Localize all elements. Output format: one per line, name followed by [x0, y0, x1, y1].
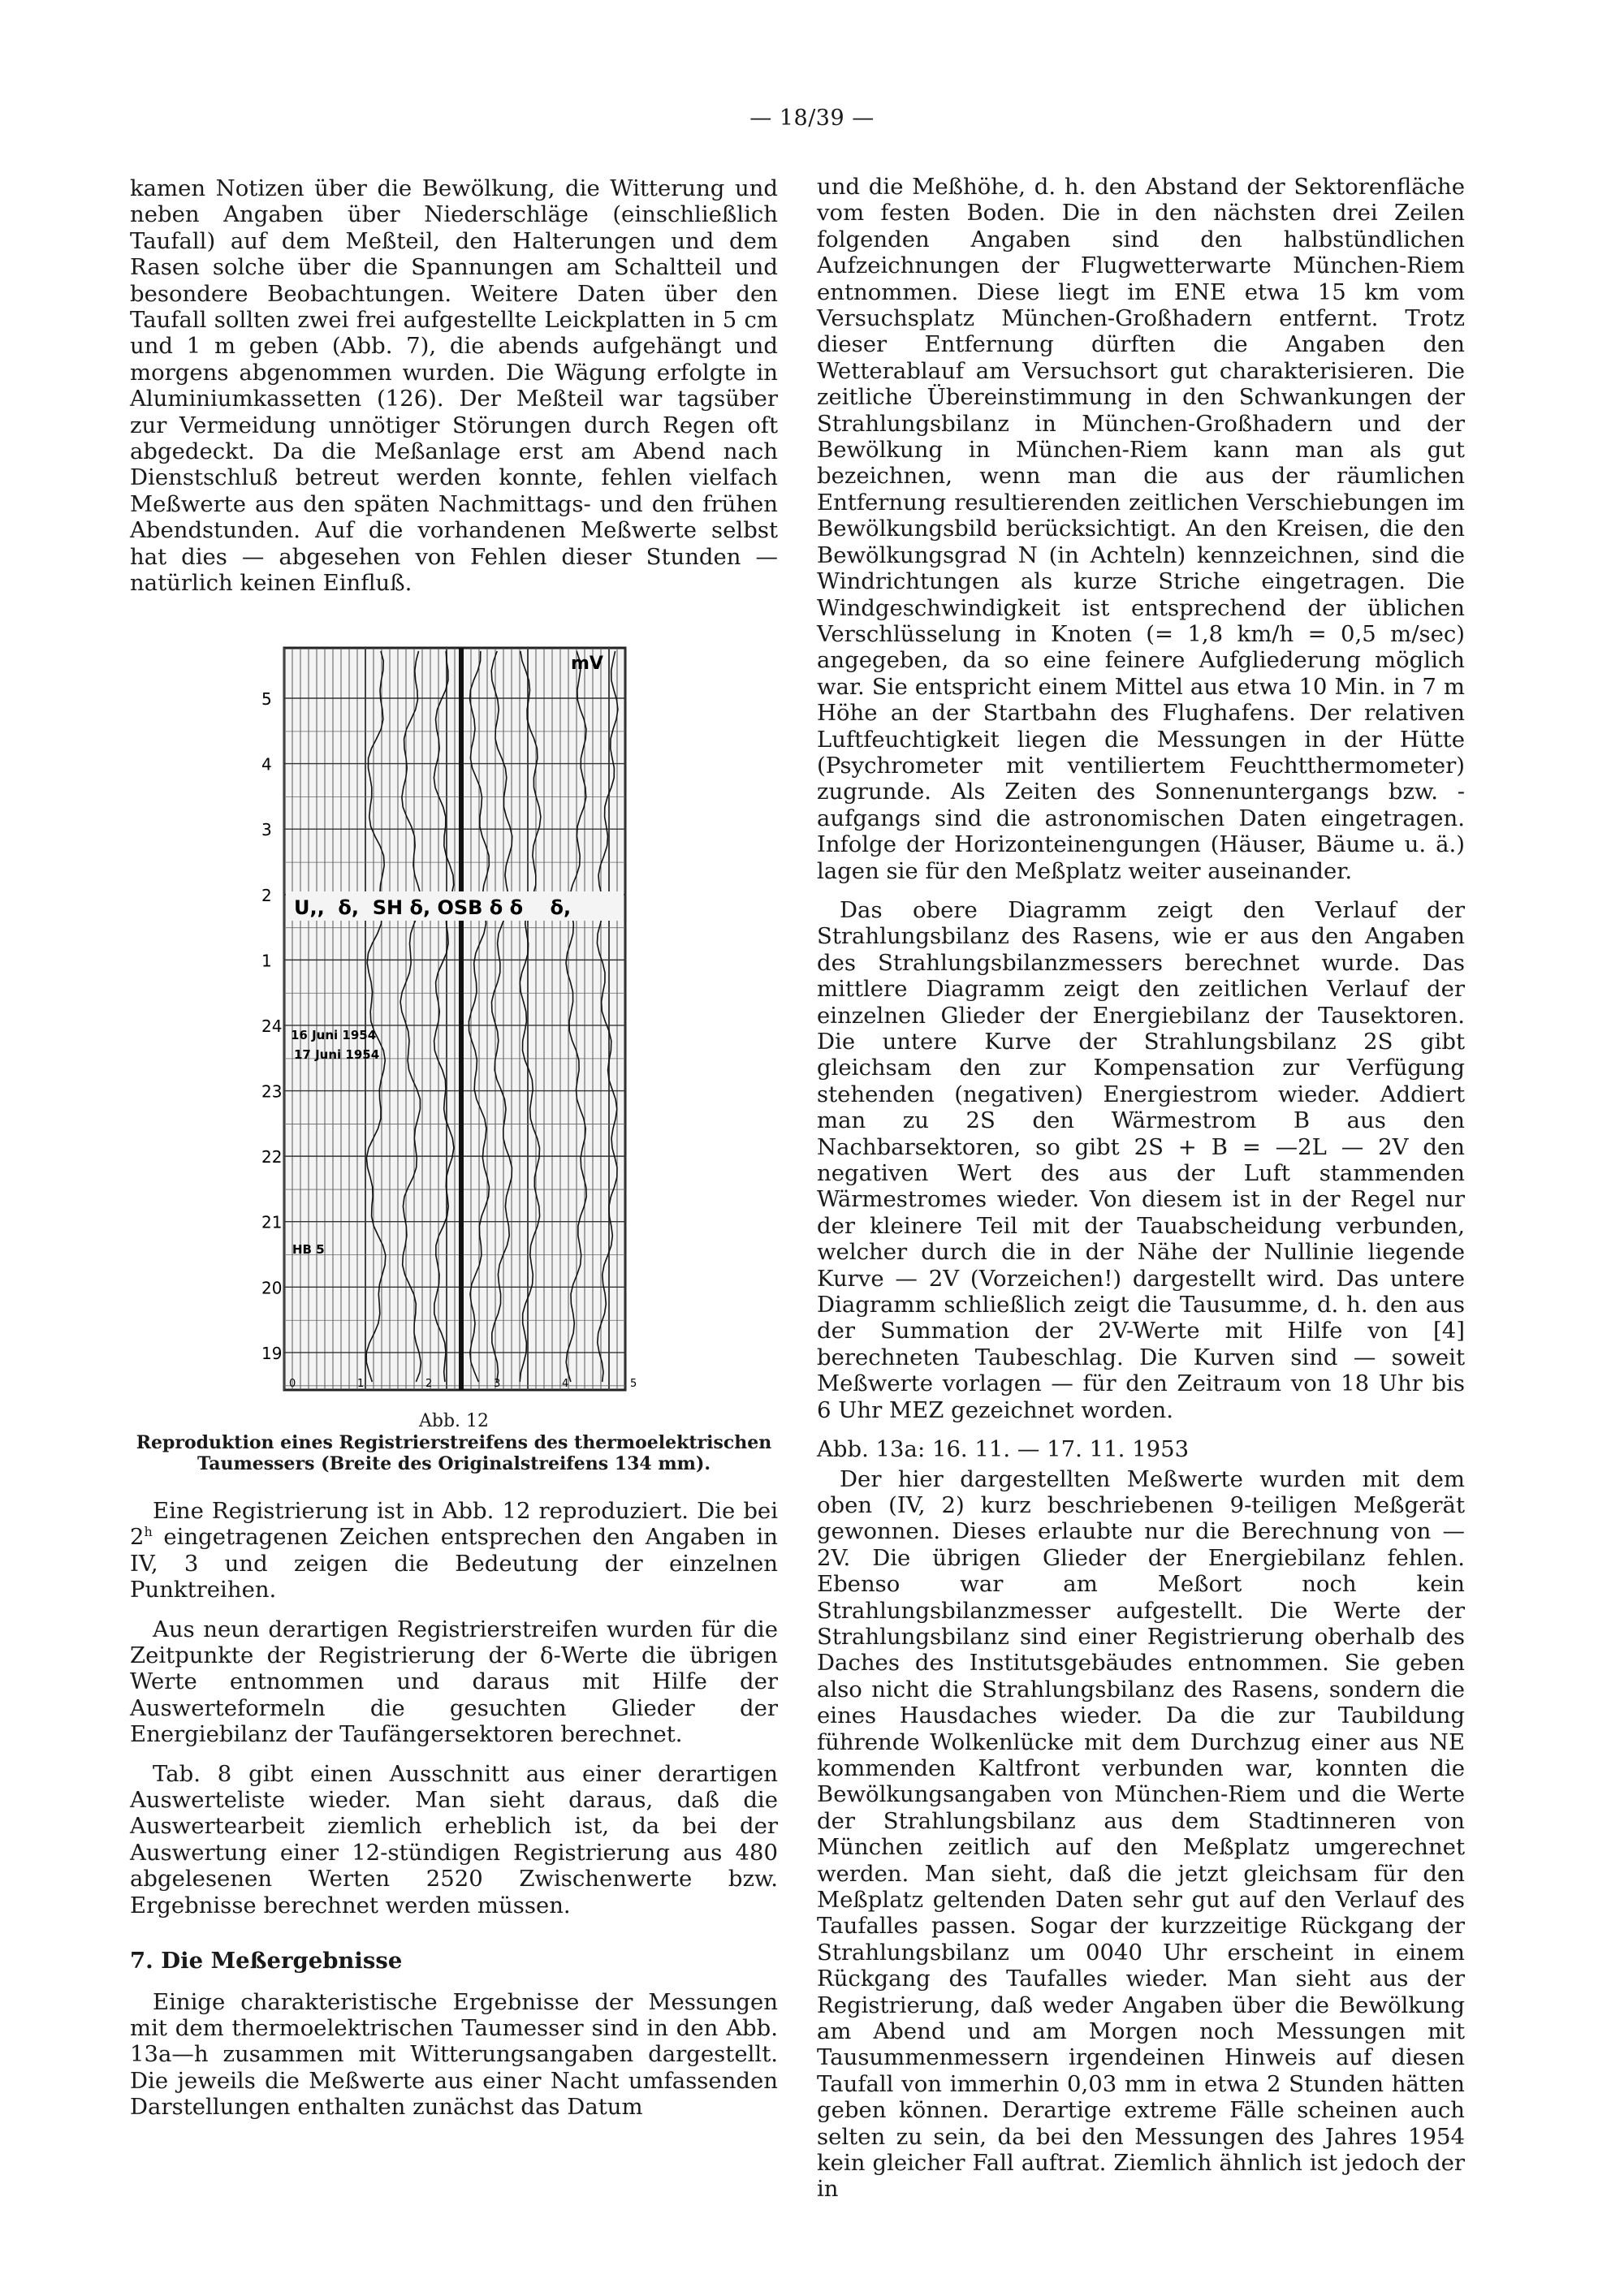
- date-label-1: 16 Juni 1954: [291, 1028, 377, 1042]
- y-tick-label: 24: [261, 1016, 283, 1036]
- x-tick-label: 5: [630, 1378, 637, 1390]
- paragraph: [130, 1498, 778, 1603]
- x-tick-label: 3: [494, 1378, 501, 1390]
- right-column: [817, 174, 1465, 2216]
- recording-strip-figure: [258, 641, 638, 1405]
- x-tick-label: 4: [562, 1378, 569, 1390]
- y-tick-label: 20: [261, 1278, 283, 1298]
- x-tick-label: 0: [289, 1378, 296, 1390]
- y-tick-label: 23: [261, 1081, 283, 1102]
- y-tick-label: 22: [261, 1147, 283, 1167]
- figure-number: Abb. 12: [418, 1411, 490, 1431]
- y-tick-label: 19: [261, 1343, 283, 1363]
- x-tick-label: 1: [357, 1378, 365, 1390]
- figure-caption: [130, 1411, 778, 1474]
- y-tick-label: 5: [261, 689, 272, 709]
- y-tick-label: 1: [261, 951, 272, 971]
- y-tick-label: 3: [261, 820, 272, 840]
- paragraph: Das obere Diagramm zeigt den Verlauf der Strahlungsbilanz des Rasens, wie er aus den Angaben des Strahlungsbilanzmessers berechnet wurde. Das mittlere Diagramm zeigt den zeitlichen Verlauf der einzelnen Glieder der Energiebilanz der Tausektoren. Die untere Kurve der Strahlungsbilanz 2S gibt gleichsam den zur Kompensation zur Verfügung stehenden (negativen) Energiestrom wieder. Addiert man zu 2S den Wärmestrom B aus den Nachbarsektoren, so gibt 2S + B = —2L — 2V den negativen Wert des aus der Luft stammenden Wärmestromes wieder. Von diesem ist in der Regel nur der kleinere Teil mit der Tauabscheidung verbunden, welcher durch die in der Nähe der Nullinie liegende Kurve — 2V (Vorzeichen!) dargestellt wird. Das untere Diagramm schließlich zeigt die Tausumme, d. h. den aus der Summation der 2V-Werte mit Hilfe von [4] berechneten Taubeschlag. Die Kurven sind — soweit Meßwerte vorlagen — für den Zeitraum von 18 Uhr bis 6 Uhr MEZ gezeichnet worden.: [817, 896, 1465, 1423]
- y-tick-label: 21: [261, 1212, 283, 1232]
- recording-strip-chart: [258, 641, 638, 1405]
- x-tick-label: 2: [425, 1378, 433, 1390]
- left-column-lower: [130, 1498, 778, 2134]
- y-axis-labels: [261, 689, 282, 1363]
- y-tick-label: 4: [261, 754, 272, 775]
- figure-caption-text: Reproduktion eines Registrierstreifens des thermoelektrischen Taumessers (Breite des Originalstreifens 134 mm).: [136, 1432, 772, 1474]
- date-label-2: 17 Juni 1954: [294, 1047, 380, 1062]
- paragraph: Aus neun derartigen Registrierstreifen wurden für die Zeitpunkte der Registrierung der δ-Werte die übrigen Werte entnommen und daraus mit Hilfe der Auswerteformeln die gesuchten Glieder der Energiebilanz der Taufängersektoren berechnet.: [130, 1616, 778, 1748]
- paragraph: Einige charakteristische Ergebnisse der Messungen mit dem thermoelektrischen Taumesser sind in den Abb. 13a—h zusammen mit Witterungsangaben dargestellt. Die jeweils die Meßwerte aus einer Nacht umfassenden Darstellungen enthalten zunächst das Datum: [130, 1988, 778, 2121]
- paragraph: und die Meßhöhe, d. h. den Abstand der Sektorenfläche vom festen Boden. Die in den nächsten drei Zeilen folgenden Angaben sind den halbstündlichen Aufzeichnungen der Flugwetterwarte München-Riem entnommen. Diese liegt im ENE etwa 15 km vom Versuchsplatz München-Großhadern entfernt. Trotz dieser Entfernung dürften die Angaben den Wetterablauf am Versuchsort gut charakterisieren. Die zeitliche Übereinstimmung in den Schwankungen der Strahlungsbilanz in München-Großhadern und der Bewölkung in München-Riem kann man als gut bezeichnen, wenn man die aus der räumlichen Entfernung resultierenden zeitlichen Verschiebungen im Bewölkungsbild berücksichtigt. An den Kreisen, die den Bewölkungsgrad N (in Achteln) kennzeichnen, sind die Windrichtungen als kurze Striche eingetragen. Die Windgeschwindigkeit ist entsprechend der üblichen Verschlüsselung in Knoten (= 1,8 km/h = 0,5 m/sec) angegeben, da so eine feinere Aufgliederung möglich war. Sie entspricht einem Mittel aus etwa 10 Min. in 7 m Höhe an der Startbahn des Flughafens. Der relativen Luftfeuchtigkeit liegen die Messungen in der Hütte (Psychrometer mit ventiliertem Feuchtthermometer) zugrunde. Als Zeiten des Sonnenuntergangs bzw. -aufgangs sind die astronomischen Daten eingetragen. Infolge der Horizonteinengungen (Häuser, Bäume u. ä.) lagen sie für den Meßplatz weiter auseinander.: [817, 174, 1465, 884]
- subheading: Abb. 13a: 16. 11. — 17. 11. 1953: [817, 1436, 1190, 1463]
- left-column-upper: [130, 175, 778, 610]
- y-tick-label: 2: [261, 885, 272, 905]
- section-heading: 7. Die Meßergebnisse: [130, 1948, 403, 1974]
- paragraph: kamen Notizen über die Bewölkung, die Witterung und neben Angaben über Niederschläge (einschließlich Taufall) auf dem Meßteil, den Halterungen und dem Rasen solche über die Spannungen am Schaltteil und besondere Beobachtungen. Weitere Daten über den Taufall sollten zwei frei aufgestellte Leickplatten in 5 cm und 1 m geben (Abb. 7), die abends aufgehängt und morgens abgenommen wurden. Die Wägung erfolgte in Aluminiumkassetten (126). Der Meßteil war tagsüber zur Vermeidung unnötiger Störungen durch Regen oft abgedeckt. Da die Meßanlage erst am Abend nach Dienstschluß betreut werden konnte, fehlen vielfach Meßwerte aus den späten Nachmittags- und den frühen Abendstunden. Auf die vorhandenen Meßwerte selbst hat dies — abgesehen von Fehlen dieser Stunden — natürlich keinen Einfluß.: [130, 175, 778, 597]
- legend-row: U,, δ, SH δ, OSB δ δ δ,: [294, 896, 572, 919]
- text-run: Eine Registrierung ist in Abb. 12 reproduziert. Die bei 2: [130, 1498, 778, 1551]
- paragraph: Der hier dargestellten Meßwerte wurden mit dem oben (IV, 2) kurz beschriebenen 9-teiligen Meßgerät gewonnen. Dieses erlaubte nur die Berechnung von —2V. Die übrigen Glieder der Energiebilanz fehlen. Ebenso war am Meßort noch kein Strahlungsbilanzmesser aufgestellt. Die Werte der Strahlungsbilanz sind einer Registrierung oberhalb des Daches des Institutsgebäudes entnommen. Sie geben also nicht die Strahlungsbilanz des Rasens, sondern die eines Hausdaches wieder. Da die zur Taubildung führende Wolkenlücke mit dem Durchzug einer aus NE kommenden Kaltfront verbunden war, konnten die Bewölkungsangaben von München-Riem und die Werte der Strahlungsbilanz aus dem Stadtinneren von München zeitlich auf den Meßplatz umgerechnet werden. Man sieht, daß die jetzt gleichsam für den Meßplatz geltenden Daten sehr gut auf den Verlauf des Taufalles passen. Sogar der kurzzeitige Rückgang der Strahlungsbilanz um 0040 Uhr erscheint in einem Rückgang des Taufalles wieder. Man sieht aus der Registrierung, daß weder Angaben über die Bewölkung am Abend und am Morgen noch Messungen mit Tausummenmessern irgendeinen Hinweis auf diesen Taufall von immerhin 0,03 mm in etwa 2 Stunden hätten geben können. Derartige extreme Fälle scheinen auch selten zu sein, da bei den Messungen des Jahres 1954 kein gleicher Fall auftrat. Ziemlich ähnlich ist jedoch der in: [817, 1465, 1465, 2203]
- superscript: h: [144, 1524, 153, 1540]
- page-number: — 18/39 —: [749, 106, 875, 131]
- side-note: HB 5: [292, 1242, 325, 1257]
- paragraph: Tab. 8 gibt einen Ausschnitt aus einer derartigen Auswerteliste wieder. Man sieht daraus, daß die Auswertearbeit ziemlich erheblich ist, da bei der Auswertung einer 12-stündigen Registrierung aus 480 abgelesenen Werten 2520 Zwischenwerte bzw. Ergebnisse berechnet werden müssen.: [130, 1760, 778, 1918]
- text-run: eingetragenen Zeichen entsprechen den Angaben in IV, 3 und zeigen die Bedeutung der einzelnen Punktreihen.: [130, 1524, 778, 1603]
- unit-label: mV: [571, 654, 603, 674]
